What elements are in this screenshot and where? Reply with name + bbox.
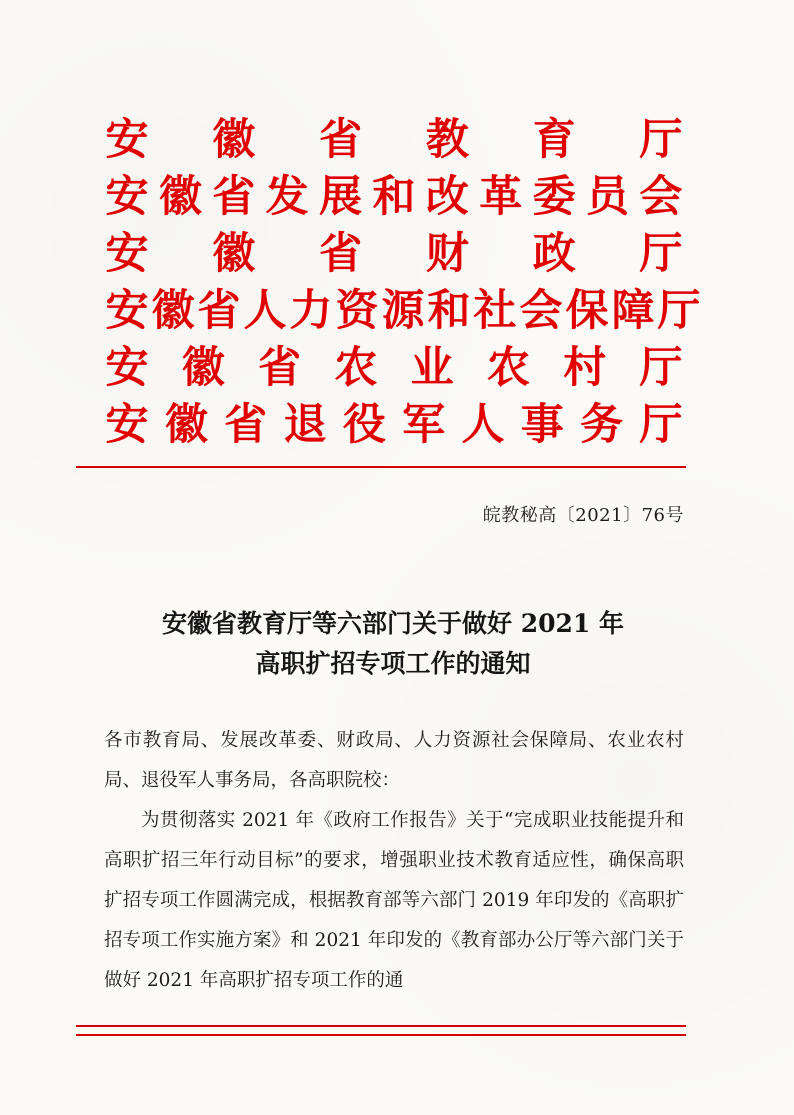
authority-char: 省 <box>212 172 256 222</box>
authority-char: 教 <box>425 115 469 165</box>
authority-char: 退 <box>283 400 327 450</box>
authority-char: 徽 <box>212 229 256 279</box>
authority-char: 徽 <box>164 400 208 450</box>
authority-char: 省 <box>319 115 363 165</box>
authority-char: 农 <box>486 343 530 393</box>
authority-char: 省 <box>224 400 268 450</box>
authority-char: 徽 <box>151 286 195 336</box>
authority-char: 财 <box>425 229 469 279</box>
authority-char: 保 <box>565 286 609 336</box>
authority-line-4 <box>104 283 701 340</box>
authority-char: 会 <box>519 286 563 336</box>
title-line-1: 安徽省教育厅等六部门关于做好 2021 年 <box>162 609 624 638</box>
authority-char: 人 <box>461 400 505 450</box>
authority-char: 安 <box>105 229 149 279</box>
authority-char: 厅 <box>639 229 683 279</box>
issuing-authorities-header <box>104 112 701 454</box>
authority-char: 和 <box>372 172 416 222</box>
authority-char: 业 <box>410 343 454 393</box>
authority-char: 役 <box>342 400 386 450</box>
authority-char: 员 <box>586 172 630 222</box>
authority-char: 社 <box>473 286 517 336</box>
authority-char: 力 <box>289 286 333 336</box>
authority-line-3 <box>104 226 684 283</box>
authority-char: 农 <box>334 343 378 393</box>
authority-char: 障 <box>611 286 655 336</box>
authority-char: 源 <box>381 286 425 336</box>
authority-char: 徽 <box>181 343 225 393</box>
footer-divider-line-2 <box>76 1034 686 1036</box>
title-line-2: 高职扩招专项工作的通知 <box>255 649 531 678</box>
authority-line-2 <box>104 169 684 226</box>
authority-char: 事 <box>520 400 564 450</box>
authority-char: 安 <box>105 286 149 336</box>
authority-char: 和 <box>427 286 471 336</box>
authority-char: 安 <box>105 115 149 165</box>
authority-char: 省 <box>319 229 363 279</box>
document-number: 皖教秘高〔2021〕76号 <box>482 505 684 526</box>
authority-char: 村 <box>563 343 607 393</box>
header-divider-line <box>76 466 686 468</box>
authority-line-1 <box>104 112 684 169</box>
authority-char: 育 <box>532 115 576 165</box>
authority-char: 务 <box>580 400 624 450</box>
authority-char: 厅 <box>639 115 683 165</box>
authority-char: 徽 <box>212 115 256 165</box>
authority-char: 厅 <box>657 286 701 336</box>
authority-char: 徽 <box>158 172 202 222</box>
authority-char: 省 <box>258 343 302 393</box>
authority-char: 人 <box>243 286 287 336</box>
authority-char: 革 <box>479 172 523 222</box>
footer-divider-line-1 <box>76 1025 686 1027</box>
addressee: 各市教育局、发展改革委、财政局、人力资源社会保障局、农业农村局、退役军人事务局，各高职院校： <box>104 730 684 791</box>
authority-char: 厅 <box>639 400 683 450</box>
authority-line-6 <box>104 397 684 454</box>
authority-char: 展 <box>319 172 363 222</box>
authority-char: 会 <box>639 172 683 222</box>
authority-char: 政 <box>532 229 576 279</box>
body-paragraph: 为贯彻落实 2021 年《政府工作报告》关于“完成职业技能提升和高职扩招三年行动目标”的要求，增强职业技术教育适应性，确保高职扩招专项工作圆满完成，根据教育部等六部门 2019 年印发的《高职扩招专项工作实施方案》和 2021 年印发的《教育部办公厅等六部门关于做好 2021 年高职扩招专项工作的通 <box>104 810 684 991</box>
authority-char: 军 <box>402 400 446 450</box>
authority-char: 发 <box>265 172 309 222</box>
document-title <box>118 604 668 684</box>
authority-char: 资 <box>335 286 379 336</box>
authority-char: 省 <box>197 286 241 336</box>
authority-char: 厅 <box>639 343 683 393</box>
document-body <box>104 721 684 1001</box>
authority-char: 委 <box>532 172 576 222</box>
authority-char: 安 <box>105 172 149 222</box>
authority-char: 改 <box>425 172 469 222</box>
authority-line-5 <box>104 340 684 397</box>
authority-char: 安 <box>105 343 149 393</box>
authority-char: 安 <box>105 400 149 450</box>
